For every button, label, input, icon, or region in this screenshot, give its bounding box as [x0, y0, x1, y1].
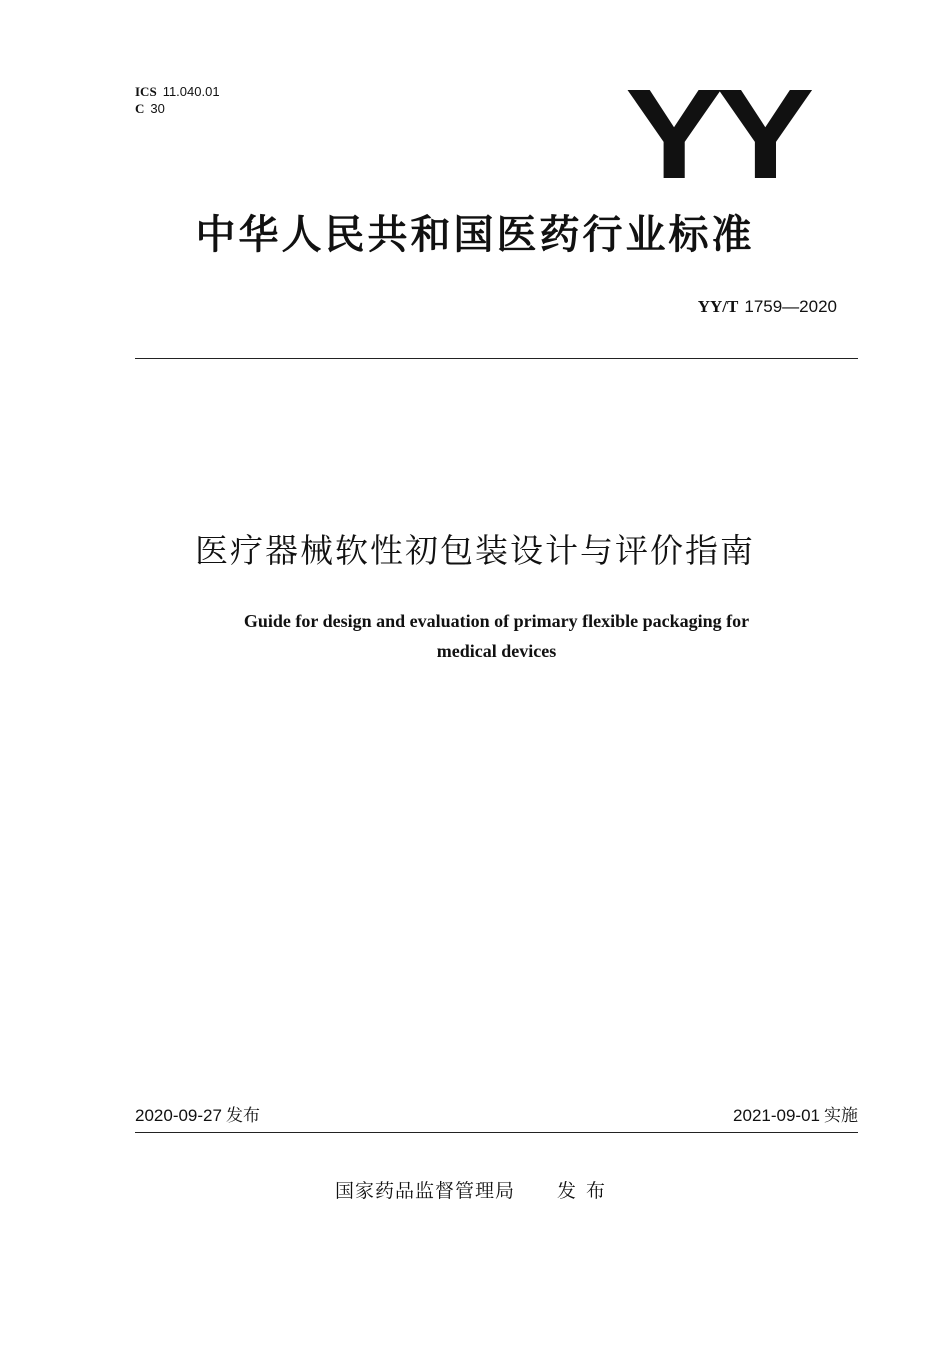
document-title-chinese: 医疗器械软性初包装设计与评价指南: [195, 531, 755, 570]
issue-date: [135, 1104, 260, 1128]
issuing-action: 发布: [557, 1180, 616, 1202]
issue-date-label: 发布: [225, 1106, 260, 1126]
classification-codes: [135, 84, 220, 118]
ccs-label: C: [135, 101, 145, 116]
issuer-line: [0, 1178, 950, 1204]
implementation-date-value: 2021-09-01: [733, 1106, 820, 1125]
footer-divider: [135, 1132, 858, 1133]
issuing-organization: 国家药品监督管理局: [334, 1180, 515, 1202]
document-title-english-line1: Guide for design and evaluation of primary flexible packaging for: [243, 611, 750, 631]
document-title-english: [175, 606, 818, 666]
standard-number: [698, 296, 837, 318]
standard-category-title: 中华人民共和国医药行业标准: [195, 212, 755, 258]
yy-logo: YY: [625, 63, 808, 206]
ics-code: [135, 84, 220, 101]
implementation-date: [733, 1104, 858, 1128]
standard-number-prefix: YY/T: [697, 297, 739, 316]
ccs-value: 30: [150, 101, 165, 116]
document-title-english-line2: medical devices: [436, 641, 557, 661]
ics-value: 11.040.01: [162, 84, 220, 99]
ccs-code: [135, 101, 220, 118]
standard-number-value: 1759—2020: [744, 297, 837, 316]
issue-date-value: 2020-09-27: [135, 1106, 222, 1125]
header-divider: [135, 358, 858, 359]
implementation-date-label: 实施: [824, 1106, 858, 1126]
ics-label: ICS: [135, 84, 157, 99]
